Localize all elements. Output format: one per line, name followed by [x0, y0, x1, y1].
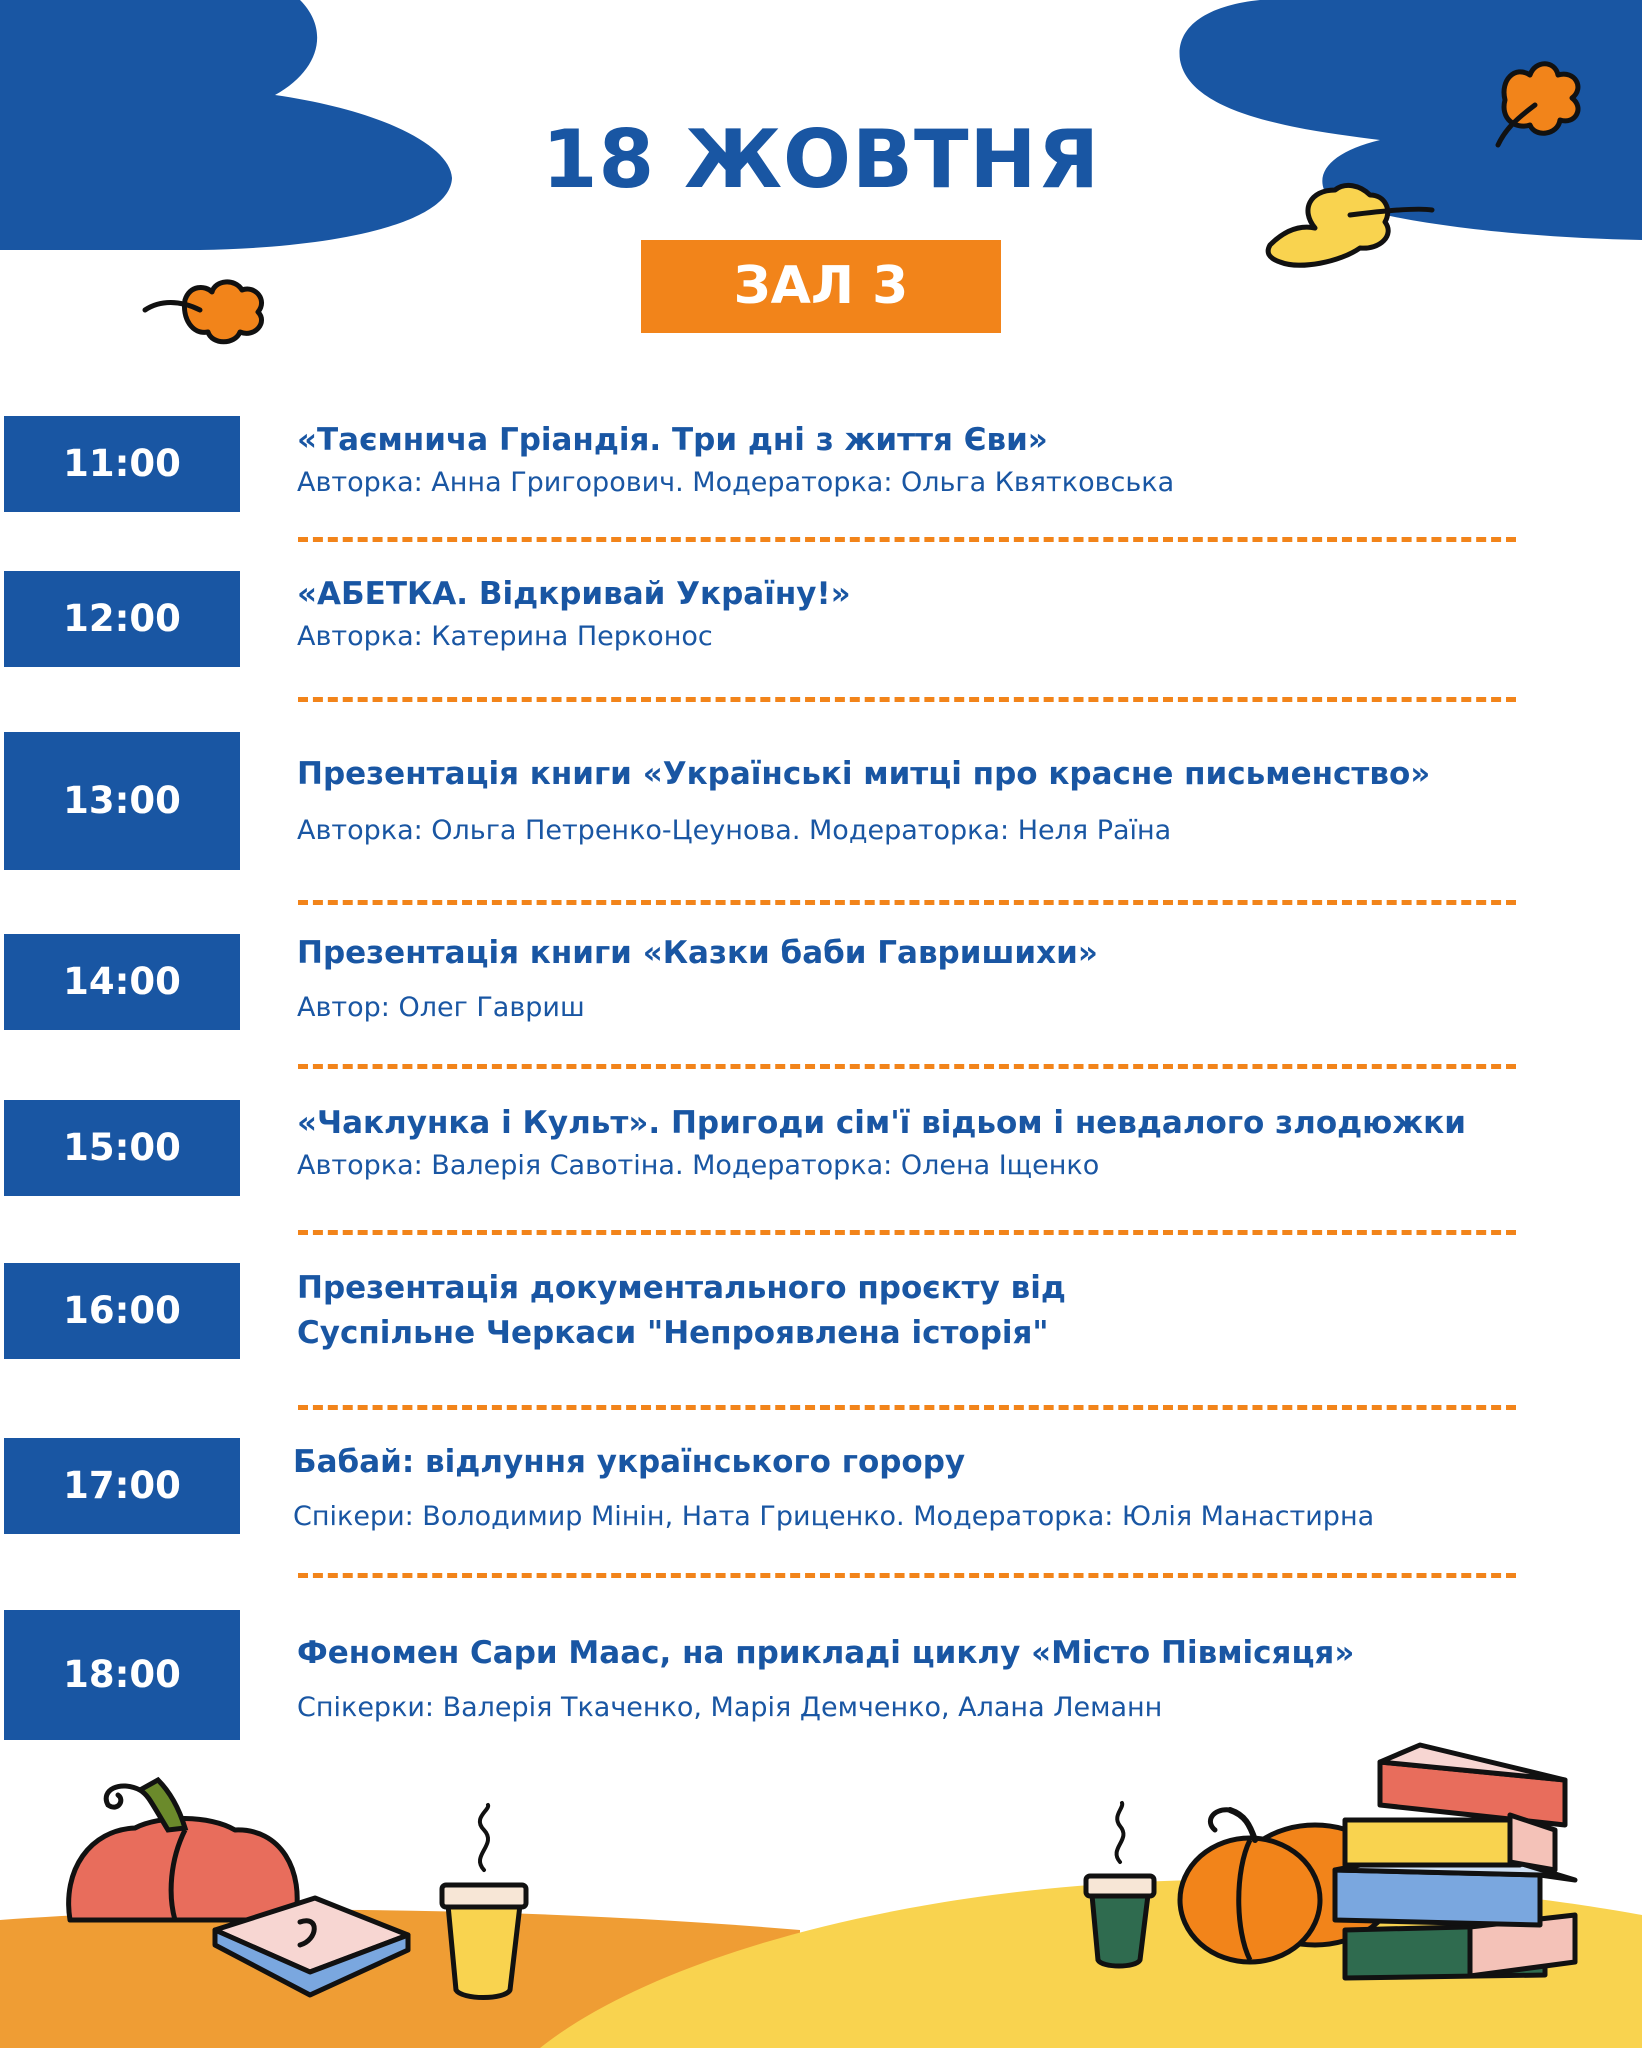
event-title: Презентація книги «Казки баби Гавришихи» [297, 935, 1098, 971]
event-title: «АБЕТКА. Відкривай Україну!» [297, 576, 851, 612]
event-title-line-2: Суспільне Черкаси "Непроявлена історія" [297, 1315, 1049, 1351]
event-meta: Авторка: Анна Григорович. Модераторка: Ольга Квятковська [297, 467, 1175, 498]
divider [298, 1230, 1516, 1235]
time-badge: 13:00 [4, 732, 240, 870]
time-badge: 11:00 [4, 416, 240, 512]
event-title: «Чаклунка і Культ». Пригоди сім'ї відьом і невдалого злодюжки [297, 1105, 1466, 1141]
book-stack-icon [1335, 1745, 1575, 1978]
divider [298, 900, 1516, 905]
event-title: Феномен Сари Маас, на прикладі циклу «Місто Півмісяця» [297, 1635, 1355, 1671]
event-meta: Авторка: Ольга Петренко-Цеунова. Модераторка: Неля Раїна [297, 815, 1172, 846]
time-badge: 14:00 [4, 934, 240, 1030]
event-title: Бабай: відлуння українського горору [293, 1444, 966, 1480]
divider [298, 1573, 1516, 1578]
coffee-cup-icon [1086, 1803, 1154, 1966]
time-badge: 16:00 [4, 1263, 240, 1359]
event-title: «Таємнича Гріандія. Три дні з життя Єви» [297, 422, 1048, 458]
page-title: 18 ЖОВТНЯ [541, 113, 1101, 206]
event-meta: Автор: Олег Гавриш [297, 992, 585, 1023]
hall-badge: ЗАЛ 3 [641, 240, 1001, 333]
event-title: Презентація книги «Українські митці про красне письменство» [297, 756, 1431, 792]
divider [298, 697, 1516, 702]
event-meta: Авторка: Валерія Савотіна. Модераторка: Олена Іщенко [297, 1150, 1100, 1181]
event-meta: Авторка: Катерина Перконос [297, 621, 713, 652]
divider [298, 1064, 1516, 1069]
divider [298, 1405, 1516, 1410]
event-title: Презентація документального проєкту від [297, 1270, 1066, 1306]
coffee-cup-icon [442, 1805, 526, 1998]
time-badge: 12:00 [4, 571, 240, 667]
event-meta: Спікери: Володимир Мінін, Ната Гриценко. Модераторка: Юлія Манастирна [293, 1501, 1375, 1532]
time-badge: 18:00 [4, 1610, 240, 1740]
divider [298, 537, 1516, 542]
pumpkin-icon [69, 1780, 298, 1920]
time-badge: 15:00 [4, 1100, 240, 1196]
event-meta: Спікерки: Валерія Ткаченко, Марія Демченко, Алана Леманн [297, 1692, 1163, 1723]
time-badge: 17:00 [4, 1438, 240, 1534]
